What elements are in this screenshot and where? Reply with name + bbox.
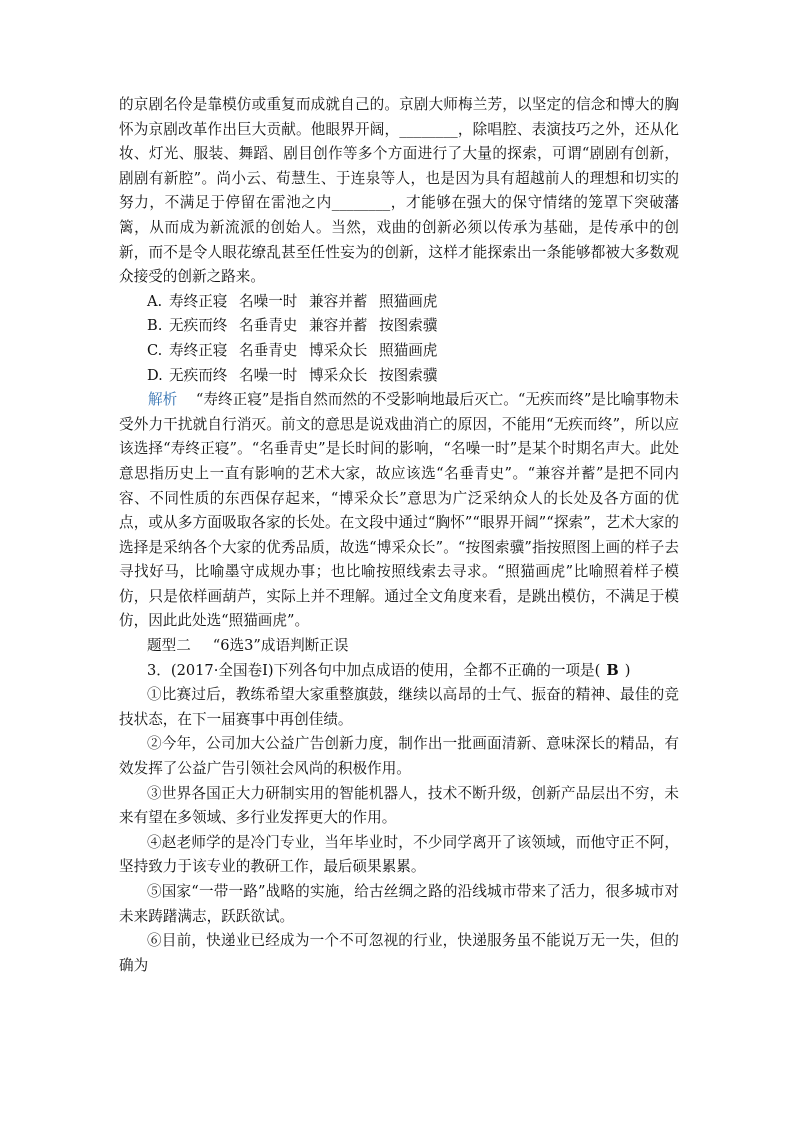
statement-6: ⑥目前，快递业已经成为一个不可忽视的行业，快递服务虽不能说万无一失，但的确为 [119, 932, 679, 974]
section-heading [119, 634, 679, 659]
analysis-text: “寿终正寝”是指自然而然的不受影响地最后灭亡。“无疾而终”是比喻事物未受外力干扰就自行消灭。前文的意思是说戏曲消亡的原因，不能用“无疾而终”，所以应该选择“寿终正寝”。“名垂青史”是长时间的影响，“名噪一时”是某个时期名声大。此处意思指历史上一直有影响的艺术大家，故应该选“名垂青史”。“兼容并蓄”是把不同内容、不同性质的东西保存起来，“博采众长”意思为广泛采纳众人的长处及各方面的优点，或从多方面吸取各家的长处。在文段中通过“胸怀”“眼界开阔”“探索”，艺术大家的选择是采纳各个大家的优秀品质，故选“博采众长”。“按图索骥”指按照图上画的样子去寻找好马，比喻墨守成规办事；也比喻按照线索去寻求。“照猫画虎”比喻照着样子模仿，只是依样画葫芦，实际上并不理解。通过全文角度来看，是跳出模仿，不满足于模仿，因此此处选“照猫画虎”。 [119, 391, 679, 630]
options-list [119, 290, 679, 388]
option-c: C. 寿终正寝 名垂青史 博采众长 照猫画虎 [147, 341, 438, 359]
option-a: A. 寿终正寝 名噪一时 兼容并蓄 照猫画虎 [147, 292, 438, 310]
section-subtitle: “6选3”成语判断正误 [212, 637, 349, 655]
analysis-label: 解析 [148, 391, 178, 409]
analysis-paragraph [119, 388, 679, 634]
document-page [119, 93, 679, 978]
statements-list [119, 683, 679, 978]
option-d: D. 无疾而终 名噪一时 博采众长 按图索骥 [147, 366, 438, 384]
statement-2: ②今年，公司加大公益广告创新力度，制作出一批画面清新、意味深长的精品，有效发挥了公益广告引领社会风尚的积极作用。 [119, 735, 679, 778]
statement-5: ⑤国家“一带一路”战略的实施，给古丝绸之路的沿线城市带来了活力，很多城市对未来踌躇满志，跃跃欲试。 [119, 883, 679, 925]
question-stem: 3．(2017·全国卷Ⅰ)下列各句中加点成语的使用，全都不正确的一项是( B ) [147, 661, 631, 679]
section-title: 题型二 [147, 637, 191, 655]
question-answer: B [606, 661, 619, 679]
statement-4: ④赵老师学的是冷门专业，当年毕业时，不少同学离开了该领域，而他守正不阿，坚持致力于该专业的教研工作，最后硕果累累。 [119, 833, 679, 876]
option-b: B. 无疾而终 名垂青史 兼容并蓄 按图索骥 [147, 317, 438, 335]
statement-3: ③世界各国正大力研制实用的智能机器人，技术不断升级，创新产品层出不穷，未来有望在多领域、多行业发挥更大的作用。 [119, 784, 679, 827]
passage-text: 的京剧名伶是靠模仿或重复而成就自己的。京剧大师梅兰芳，以坚定的信念和博大的胸怀为京剧改革作出巨大贡献。他眼界开阔，________，除唱腔、表演技巧之外，还从化妆、灯光、服装、舞蹈、剧目创作等多个方面进行了大量的探索，可谓“剧剧有创新，剧剧有新腔”。尚小云、荀慧生、于连泉等人，也是因为具有超越前人的理想和切实的努力，不满足于停留在雷池之内________，才能够在强大的保守情绪的笼罩下突破藩篱，从而成为新流派的创始人。当然，戏曲的创新必须以传承为基础，是传承中的创新，而不是令人眼花缭乱甚至任性妄为的创新，这样才能探索出一条能够都被大多数观众接受的创新之路来。 [119, 96, 679, 286]
statement-1: ①比赛过后，教练希望大家重整旗鼓，继续以高昂的士气、振奋的精神、最佳的竞技状态，在下一届赛事中再创佳绩。 [119, 686, 679, 728]
